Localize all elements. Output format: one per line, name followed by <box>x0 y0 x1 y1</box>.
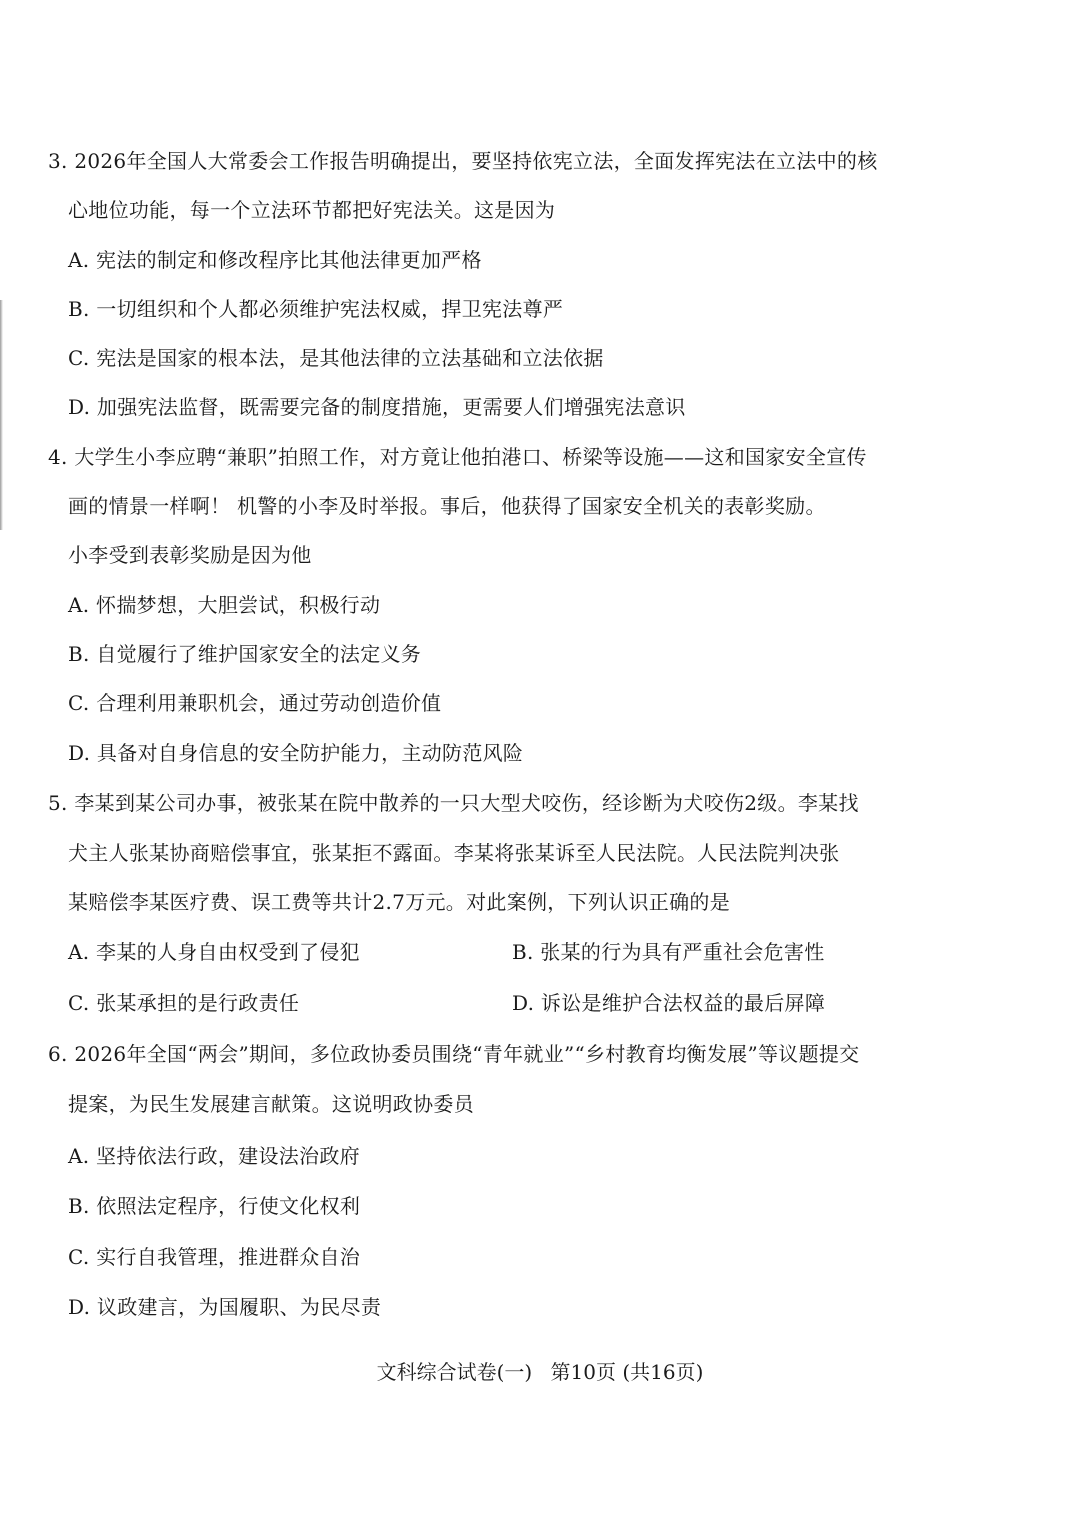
question-3-option-d: D. 加强宪法监督，既需要完备的制度措施，更需要人们增强宪法意识 <box>68 395 686 419</box>
question-6-option-b: B. 依照法定程序，行使文化权利 <box>68 1194 361 1218</box>
question-5-option-c: C. 张某承担的是行政责任 <box>68 991 300 1015</box>
question-4-line-3: 小李受到表彰奖励是因为他 <box>68 543 312 567</box>
question-4-option-d: D. 具备对自身信息的安全防护能力，主动防范风险 <box>68 741 524 765</box>
question-6-option-a: A. 坚持依法行政，建设法治政府 <box>68 1144 360 1168</box>
question-3-option-b: B. 一切组织和个人都必须维护宪法权威，捍卫宪法尊严 <box>68 297 564 321</box>
question-6-option-c: C. 实行自我管理，推进群众自治 <box>68 1245 361 1269</box>
question-4-option-a: A. 怀揣梦想，大胆尝试，积极行动 <box>68 593 381 617</box>
scan-edge-shadow <box>0 300 3 530</box>
question-4-option-c: C. 合理利用兼职机会，通过劳动创造价值 <box>68 691 442 715</box>
question-5-option-d: D. 诉讼是维护合法权益的最后屏障 <box>512 991 826 1015</box>
question-4-line-1: 4. 大学生小李应聘“兼职”拍照工作，对方竟让他拍港口、桥梁等设施——这和国家安全宣传 <box>48 445 867 469</box>
question-4-line-2: 画的情景一样啊！ 机警的小李及时举报。事后，他获得了国家安全机关的表彰奖励。 <box>68 494 826 518</box>
question-6-line-2: 提案，为民生发展建言献策。这说明政协委员 <box>68 1092 474 1116</box>
question-5-line-2: 犬主人张某协商赔偿事宜，张某拒不露面。李某将张某诉至人民法院。人民法院判决张 <box>68 841 840 865</box>
question-5-option-a: A. 李某的人身自由权受到了侵犯 <box>68 940 360 964</box>
question-3-option-c: C. 宪法是国家的根本法，是其他法律的立法基础和立法依据 <box>68 346 604 370</box>
question-3-line-2: 心地位功能，每一个立法环节都把好宪法关。这是因为 <box>68 198 556 222</box>
footer-exam-name: 文科综合试卷(一) <box>376 1360 533 1384</box>
footer-page-info: 第10页 (共16页) <box>550 1360 704 1384</box>
question-6-option-d: D. 议政建言，为国履职、为民尽责 <box>68 1295 382 1319</box>
question-3-line-1: 3. 2026年全国人大常委会工作报告明确提出，要坚持依宪立法，全面发挥宪法在立法中的核 <box>48 149 878 173</box>
question-6-line-1: 6. 2026年全国“两会”期间，多位政协委员围绕“青年就业”“乡村教育均衡发展”等议题提交 <box>48 1042 860 1066</box>
page-footer <box>0 1358 1080 1386</box>
question-5-line-1: 5. 李某到某公司办事，被张某在院中散养的一只大型犬咬伤，经诊断为犬咬伤2级。李某找 <box>48 791 859 815</box>
question-3-option-a: A. 宪法的制定和修改程序比其他法律更加严格 <box>68 248 482 272</box>
question-5-line-3: 某赔偿李某医疗费、误工费等共计2.7万元。对此案例，下列认识正确的是 <box>68 890 731 914</box>
question-4-option-b: B. 自觉履行了维护国家安全的法定义务 <box>68 642 422 666</box>
question-5-option-b: B. 张某的行为具有严重社会危害性 <box>512 940 825 964</box>
